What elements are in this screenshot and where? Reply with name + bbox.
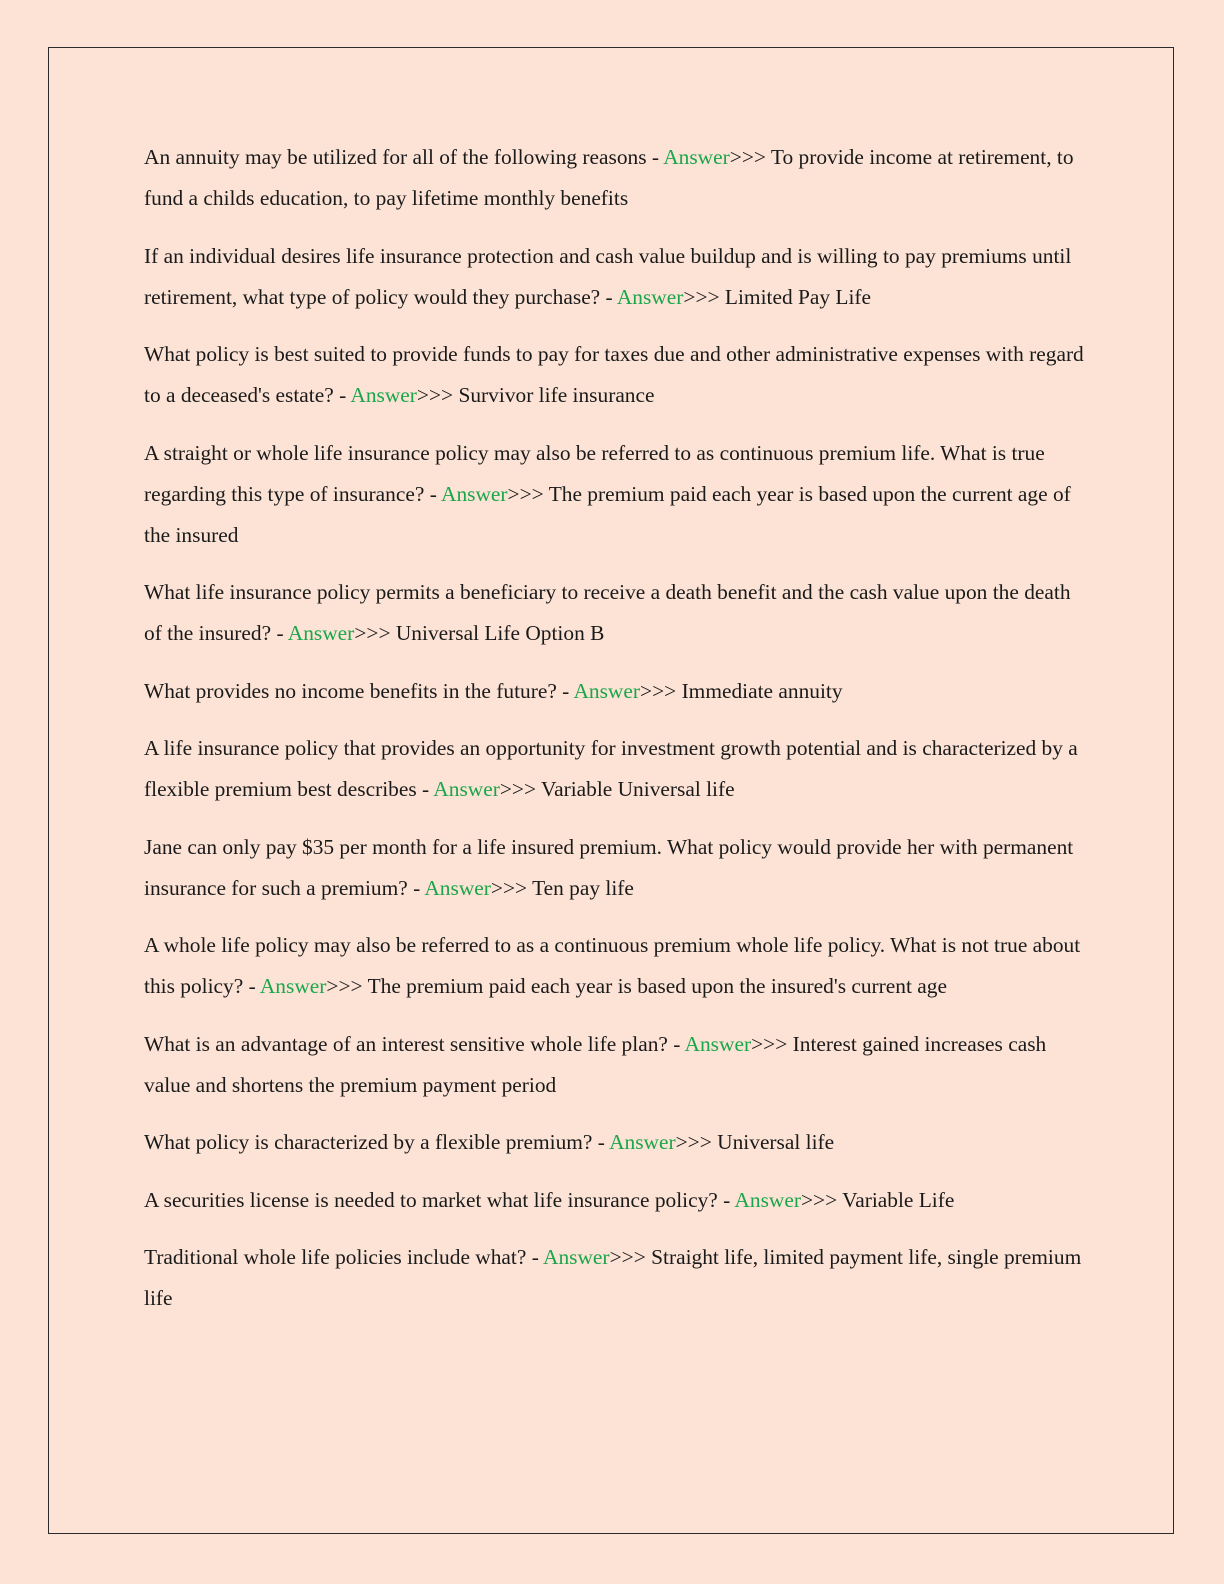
qa-item — [144, 1122, 1084, 1163]
question-text: An annuity may be utilized for all of the following reasons — [144, 145, 647, 169]
qa-item — [144, 334, 1084, 416]
separator: - — [667, 1031, 685, 1056]
answer-prefix: >>> — [683, 284, 725, 309]
qa-item — [144, 728, 1084, 810]
qa-item — [144, 1180, 1084, 1221]
answer-prefix: >>> — [729, 145, 771, 169]
answer-prefix: >>> — [800, 1187, 843, 1212]
answer-prefix: >>> — [490, 875, 533, 900]
answer-text: To provide income at retirement, to fund a childs education, to pay lifetime monthly benefits — [144, 145, 1074, 210]
answer-label: Answer — [350, 383, 417, 407]
answer-text: Limited Pay Life — [724, 284, 872, 309]
question-text: What life insurance policy permits a beneficiary to receive a death benefit and the cash value upon the death of the insured? — [144, 580, 1071, 645]
question-text: A whole life policy may also be referred to as a continuous premium whole life policy. What is not true about this policy? — [144, 933, 1081, 998]
question-text: A life insurance policy that provides an opportunity for investment growth potential and is characterized by a flexible premium best describes — [144, 736, 1078, 801]
answer-prefix: >>> — [507, 481, 549, 506]
qa-list — [144, 137, 1084, 1336]
separator: - — [416, 777, 434, 801]
answer-label: Answer — [734, 1187, 801, 1212]
qa-item — [144, 572, 1084, 654]
answer-prefix: >>> — [640, 678, 682, 703]
answer-label: Answer — [433, 777, 500, 801]
question-text: A straight or whole life insurance policy may also be referred to as continuous premium life. What is true regarding this type of insurance? — [144, 440, 1045, 506]
qa-item — [144, 827, 1084, 909]
separator: - — [600, 284, 617, 309]
qa-item — [144, 925, 1084, 1007]
separator: - — [592, 1130, 610, 1154]
answer-label: Answer — [424, 875, 491, 900]
answer-label: Answer — [609, 1130, 676, 1154]
answer-prefix: >>> — [499, 777, 541, 801]
qa-item — [144, 236, 1084, 318]
answer-prefix: >>> — [609, 1245, 652, 1269]
answer-prefix: >>> — [354, 621, 396, 645]
answer-text: The premium paid each year is based upon the insured's current age — [367, 974, 947, 998]
answer-text: Straight life, limited payment life, single premium life — [144, 1245, 1082, 1310]
qa-item — [144, 1237, 1084, 1319]
answer-label: Answer — [663, 145, 730, 169]
answer-text: Immediate annuity — [681, 678, 843, 703]
separator: - — [526, 1245, 544, 1269]
qa-item — [144, 671, 1084, 712]
separator: - — [407, 875, 425, 900]
qa-item — [144, 433, 1084, 556]
answer-label: Answer — [543, 1245, 610, 1269]
qa-item — [144, 137, 1084, 219]
answer-text: Interest gained increases cash value and shortens the premium payment period — [144, 1031, 1047, 1097]
answer-label: Answer — [259, 974, 327, 998]
separator: - — [424, 481, 441, 506]
answer-label: Answer — [616, 284, 684, 309]
question-text: What is an advantage of an interest sensitive whole life plan? — [144, 1031, 668, 1056]
question-text: What policy is best suited to provide funds to pay for taxes due and other administrative expenses with regard to a deceased's estate? — [144, 342, 1084, 407]
question-text: What provides no income benefits in the future? — [144, 678, 557, 703]
answer-prefix: >>> — [416, 383, 459, 407]
question-text: What policy is characterized by a flexible premium? — [144, 1130, 593, 1154]
answer-text: Universal life — [717, 1130, 835, 1154]
question-text: Traditional whole life policies include what? — [144, 1245, 527, 1269]
separator: - — [717, 1187, 735, 1212]
separator: - — [271, 621, 288, 645]
qa-item — [144, 1024, 1084, 1106]
separator: - — [646, 145, 664, 169]
separator: - — [556, 678, 574, 703]
separator: - — [333, 383, 351, 407]
answer-prefix: >>> — [675, 1130, 718, 1154]
separator: - — [243, 974, 260, 998]
answer-text: Variable Life — [842, 1187, 955, 1212]
answer-prefix: >>> — [751, 1031, 793, 1056]
question-text: If an individual desires life insurance protection and cash value buildup and is willing to pay premiums until retirement, what type of policy would they purchase? — [144, 243, 1072, 309]
question-text: Jane can only pay $35 per month for a life insured premium. What policy would provide her with permanent insurance for such a premium? — [144, 834, 1074, 900]
answer-text: The premium paid each year is based upon the current age of the insured — [144, 481, 1071, 547]
answer-text: Variable Universal life — [541, 777, 735, 801]
answer-text: Ten pay life — [532, 875, 634, 900]
answer-text: Universal Life Option B — [395, 621, 605, 645]
answer-label: Answer — [287, 621, 355, 645]
answer-text: Survivor life insurance — [458, 383, 655, 407]
answer-label: Answer — [684, 1031, 752, 1056]
answer-label: Answer — [441, 481, 508, 506]
answer-prefix: >>> — [326, 974, 368, 998]
question-text: A securities license is needed to market what life insurance policy? — [144, 1187, 718, 1212]
answer-label: Answer — [573, 678, 641, 703]
